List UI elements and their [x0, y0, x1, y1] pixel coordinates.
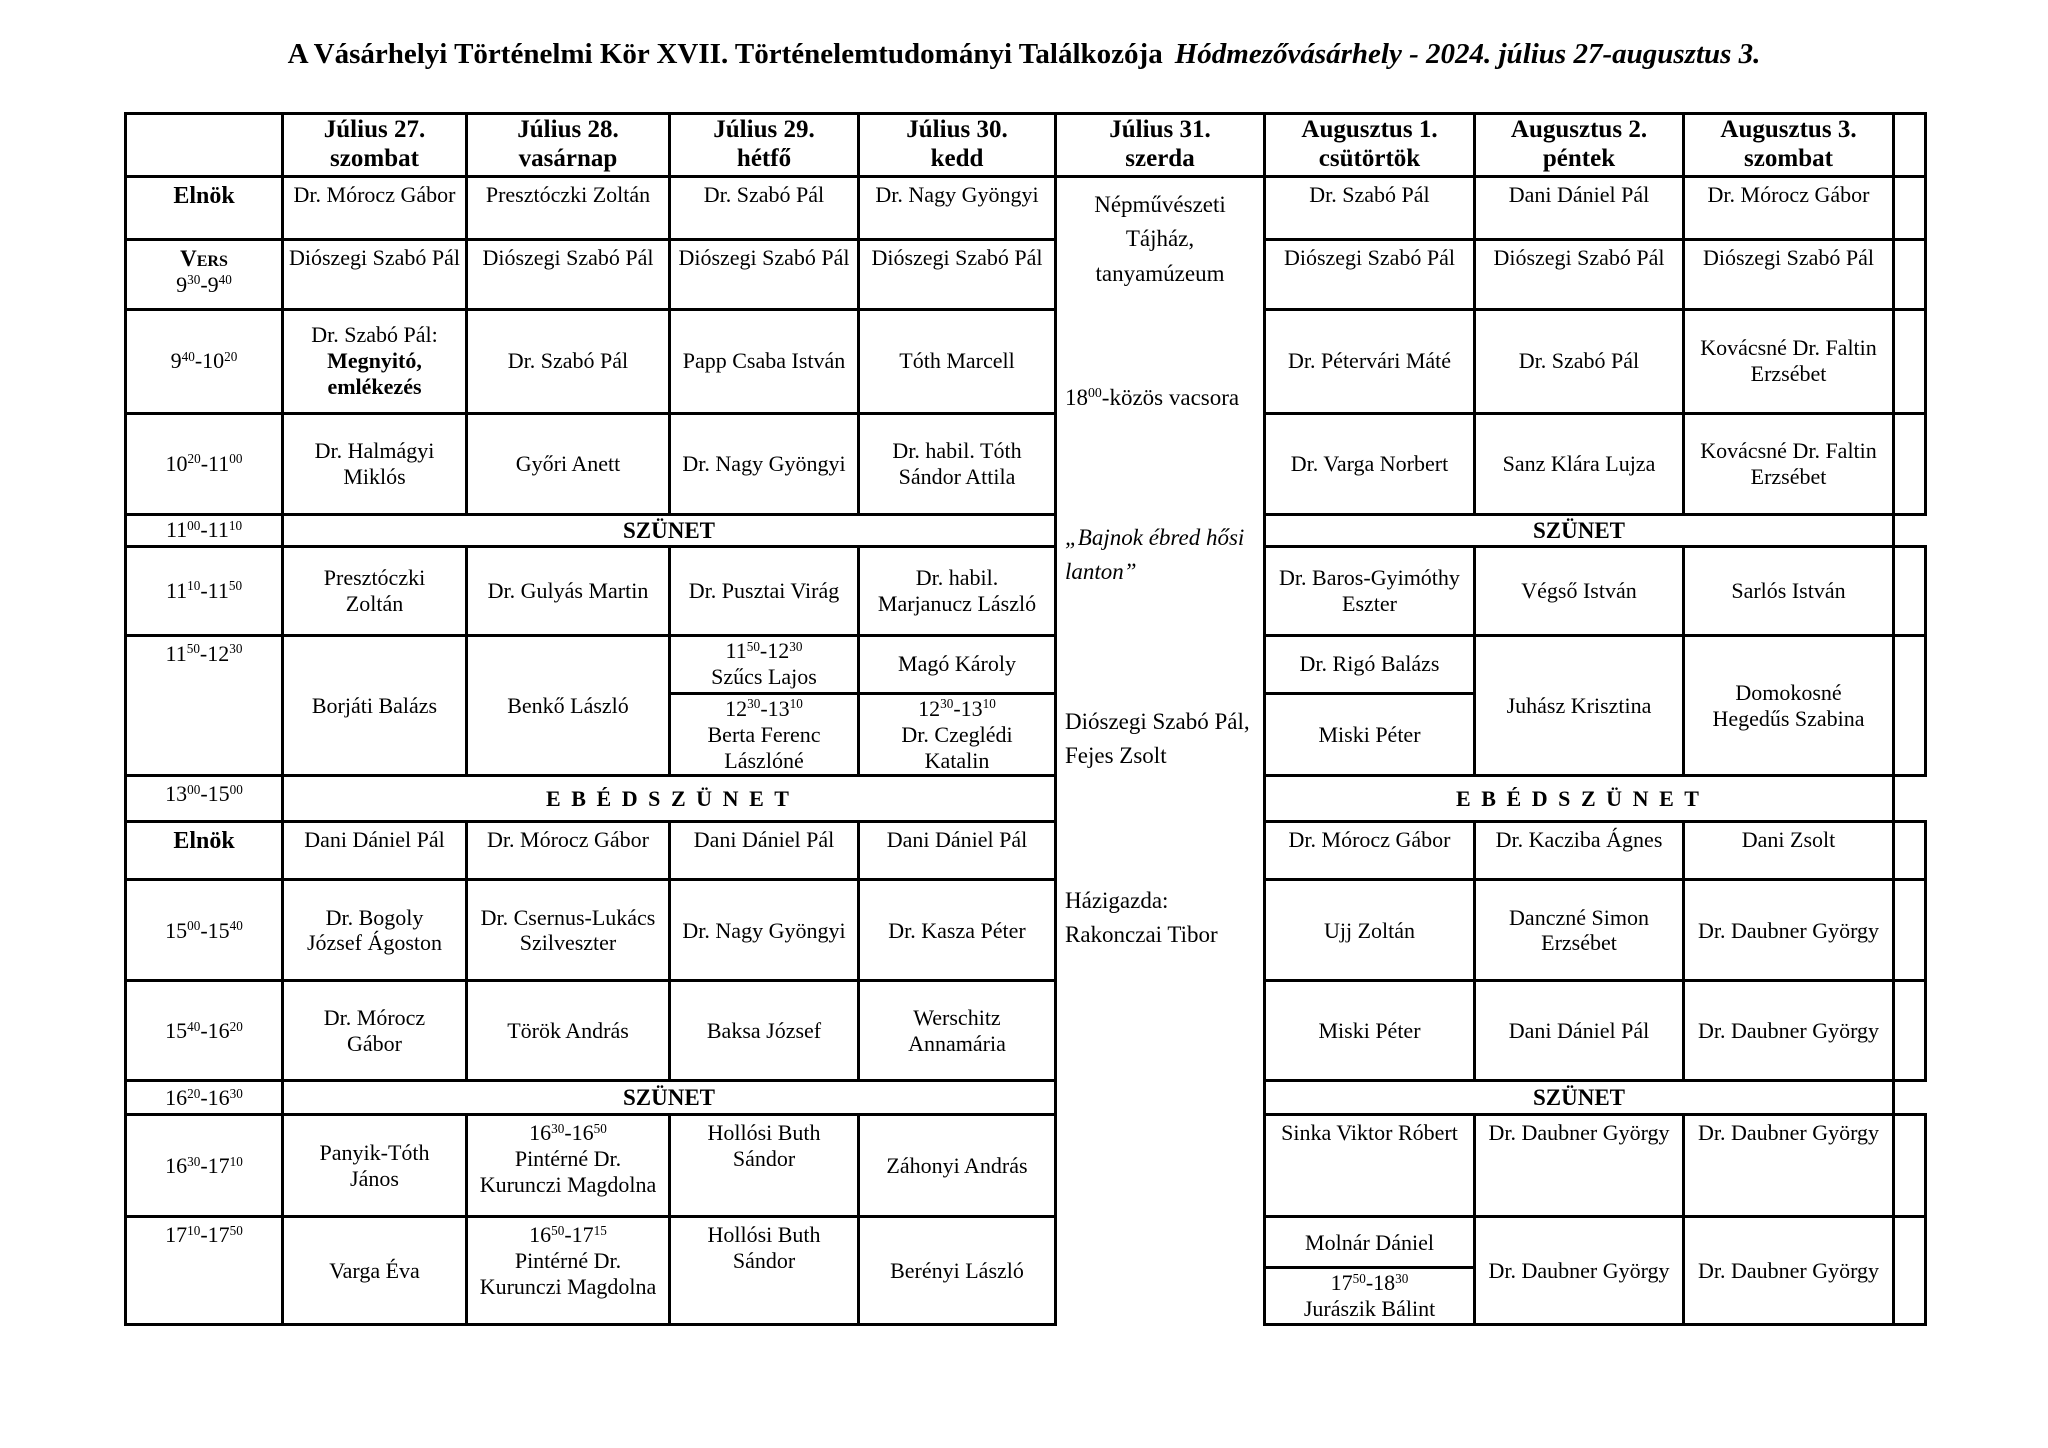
cell-vers-aug3: Diószegi Szabó Pál [1684, 239, 1894, 309]
day-name: csütörtök [1318, 144, 1421, 172]
row-label-1020: $10^{20}-11^{00}$ [126, 413, 283, 514]
row-1710-upper [126, 1217, 1926, 1268]
day-date: Július 29. [713, 116, 815, 143]
wednesday-venue: Népművészeti Tájház, tanyamúzeum [1094, 191, 1226, 286]
row-break-am [126, 514, 1926, 546]
cell-vers-jul27: Diószegi Szabó Pál [283, 239, 467, 309]
day-date: Július 27. [323, 116, 426, 143]
row-label-chair-pm: Elnök [126, 822, 283, 880]
day-header-jul28 [467, 114, 670, 177]
cell-0940-aug2: Dr. Szabó Pál [1475, 309, 1684, 413]
cell-chair-am-aug2: Dani Dániel Pál [1475, 176, 1684, 239]
cell-1710-aug2: Dr. Daubner György [1475, 1217, 1684, 1325]
break-am-right: SZÜNET [1265, 514, 1894, 546]
spacer-cell [1894, 635, 1926, 776]
cell-1020-jul27: Dr. Halmágyi Miklós [283, 413, 467, 514]
spacer-cell [1894, 176, 1926, 239]
day-name: péntek [1542, 144, 1616, 172]
cell-0940-aug3: Kovácsné Dr. Faltin Erzsébet [1684, 309, 1894, 413]
day-header-aug2 [1475, 114, 1684, 177]
cell-1500-jul28: Dr. Csernus-Lukács Szilveszter [467, 880, 670, 981]
row-0940 [126, 309, 1926, 413]
cell-1630-jul30: Záhonyi András [859, 1115, 1056, 1217]
cell-1630-jul27: Panyik-Tóth János [283, 1115, 467, 1217]
cell-vers-jul29: Diószegi Szabó Pál [670, 239, 859, 309]
cell-1710-aug1-second: $17^{50}-18^{30}$ Jurászik Bálint [1265, 1268, 1475, 1325]
wednesday-host: Házigazda: Rakonczai Tibor [1065, 887, 1218, 947]
day-header-jul30 [859, 114, 1056, 177]
page-title [0, 38, 2048, 71]
cell-1150-aug1-second: Miski Péter [1265, 693, 1475, 776]
cell-jul31-program [1056, 176, 1265, 1325]
cell-chair-am-aug3: Dr. Mórocz Gábor [1684, 176, 1894, 239]
cell-vers-jul28: Diószegi Szabó Pál [467, 239, 670, 309]
cell-vers-aug1: Diószegi Szabó Pál [1265, 239, 1475, 309]
cell-0940-aug1: Dr. Pétervári Máté [1265, 309, 1475, 413]
cell-chair-pm-aug2: Dr. Kacziba Ágnes [1475, 822, 1684, 880]
spacer-cell [1894, 546, 1926, 635]
cell-1710-jul30: Berényi László [859, 1217, 1056, 1325]
cell-1540-jul30: Werschitz Annamária [859, 981, 1056, 1081]
spacer-gap [1894, 514, 1926, 546]
cell-1630-jul29: Hollósi Buth Sándor [670, 1115, 859, 1217]
row-label-0940: $9^{40}-10^{20}$ [126, 309, 283, 413]
vers-time: $9^{30}-9^{40}$ [176, 271, 232, 297]
cell-1150-aug3: Domokosné Hegedűs Szabina [1684, 635, 1894, 776]
day-date: Augusztus 2. [1510, 116, 1648, 143]
cell-1500-jul27: Dr. Bogoly József Ágoston [283, 880, 467, 981]
row-label-1110: $11^{10}-11^{50}$ [126, 546, 283, 635]
cell-1630-aug1: Sinka Viktor Róbert [1265, 1115, 1475, 1217]
cell-1150-aug2: Juhász Krisztina [1475, 635, 1684, 776]
cell-1500-aug3: Dr. Daubner György [1684, 880, 1894, 981]
spacer-cell [1894, 239, 1926, 309]
row-label-1540: $15^{40}-16^{20}$ [126, 981, 283, 1081]
cell-chair-pm-jul30: Dani Dániel Pál [859, 822, 1056, 880]
row-chair-pm [126, 822, 1926, 880]
row-label-1710: $17^{10}-17^{50}$ [126, 1217, 283, 1325]
cell-1710-jul28: $16^{50}-17^{15}$ Pintérné Dr. Kurunczi Magdolna [467, 1217, 670, 1325]
day-name: szombat [1744, 144, 1833, 172]
lunch-right: EBÉDSZÜNET [1265, 776, 1894, 822]
cell-1540-aug1: Miski Péter [1265, 981, 1475, 1081]
cell-1020-aug3: Kovácsné Dr. Faltin Erzsébet [1684, 413, 1894, 514]
day-name: szombat [330, 144, 419, 172]
break-pm-right: SZÜNET [1265, 1081, 1894, 1115]
day-header-jul27 [283, 114, 467, 177]
cell-1110-jul27: Presztóczki Zoltán [283, 546, 467, 635]
cell-chair-pm-jul27: Dani Dániel Pál [283, 822, 467, 880]
cell-chair-am-jul29: Dr. Szabó Pál [670, 176, 859, 239]
day-date: Július 31. [1109, 116, 1211, 143]
lunch-left: EBÉDSZÜNET [283, 776, 1056, 822]
cell-chair-am-jul28: Presztóczki Zoltán [467, 176, 670, 239]
cell-chair-pm-aug1: Dr. Mórocz Gábor [1265, 822, 1475, 880]
day-date: Július 28. [517, 116, 619, 143]
cell-chair-am-jul30: Dr. Nagy Gyöngyi [859, 176, 1056, 239]
spacer-gap [1894, 776, 1926, 822]
cell-1710-jul29: Hollósi Buth Sándor [670, 1217, 859, 1325]
cell-1630-aug2: Dr. Daubner György [1475, 1115, 1684, 1217]
cell-chair-am-aug1: Dr. Szabó Pál [1265, 176, 1475, 239]
cell-1020-aug2: Sanz Klára Lujza [1475, 413, 1684, 514]
row-1110 [126, 546, 1926, 635]
wednesday-performers: Diószegi Szabó Pál, Fejes Zsolt [1065, 708, 1250, 768]
row-label-1150: $11^{50}-12^{30}$ [126, 635, 283, 776]
cell-1150-aug1-first: Dr. Rigó Balázs [1265, 635, 1475, 693]
cell-chair-pm-jul29: Dani Dániel Pál [670, 822, 859, 880]
row-1500 [126, 880, 1926, 981]
cell-vers-jul30: Diószegi Szabó Pál [859, 239, 1056, 309]
row-lunch [126, 776, 1926, 822]
cell-1500-jul29: Dr. Nagy Gyöngyi [670, 880, 859, 981]
day-date: Augusztus 1. [1301, 116, 1438, 143]
cell-1110-jul29: Dr. Pusztai Virág [670, 546, 859, 635]
day-header-aug1 [1265, 114, 1475, 177]
day-date: Augusztus 3. [1720, 116, 1857, 143]
row-label-1630: $16^{30}-17^{10}$ [126, 1115, 283, 1217]
cell-1540-aug3: Dr. Daubner György [1684, 981, 1894, 1081]
day-date: Július 30. [906, 116, 1008, 143]
day-header-jul29 [670, 114, 859, 177]
cell-1150-jul30-second: $12^{30}-13^{10}$ Dr. Czeglédi Katalin [859, 693, 1056, 776]
cell-1150-jul28: Benkő László [467, 635, 670, 776]
cell-0940-jul29: Papp Csaba István [670, 309, 859, 413]
break-am-left: SZÜNET [283, 514, 1056, 546]
cell-1500-jul30: Dr. Kasza Péter [859, 880, 1056, 981]
cell-1540-jul27: Dr. Mórocz Gábor [283, 981, 467, 1081]
row-label-break-pm: $16^{20}-16^{30}$ [126, 1081, 283, 1115]
row-label-vers [126, 239, 283, 309]
cell-0940-jul27: Dr. Szabó Pál: Megnyitó, emlékezés [283, 309, 467, 413]
break-pm-left: SZÜNET [283, 1081, 1056, 1115]
vers-label: Vers [180, 245, 228, 271]
cell-1110-jul28: Dr. Gulyás Martin [467, 546, 670, 635]
cell-0940-jul30: Tóth Marcell [859, 309, 1056, 413]
cell-1540-jul28: Török András [467, 981, 670, 1081]
row-label-chair-am: Elnök [126, 176, 283, 239]
cell-1540-aug2: Dani Dániel Pál [1475, 981, 1684, 1081]
cell-1630-jul28: $16^{30}-16^{50}$ Pintérné Dr. Kurunczi Magdolna [467, 1115, 670, 1217]
cell-1020-jul29: Dr. Nagy Gyöngyi [670, 413, 859, 514]
row-label-1500: $15^{00}-15^{40}$ [126, 880, 283, 981]
spacer-cell [1894, 880, 1926, 981]
spacer-gap [1894, 1081, 1926, 1115]
row-label-lunch: $13^{00}-15^{00}$ [126, 776, 283, 822]
cell-1710-jul27: Varga Éva [283, 1217, 467, 1325]
row-1150-upper [126, 635, 1926, 693]
day-name: szerda [1125, 144, 1195, 172]
day-name: hétfő [736, 144, 792, 172]
wednesday-dinner: $18^{00}$-közös vacsora [1065, 385, 1240, 410]
row-break-pm [126, 1081, 1926, 1115]
conference-subtitle: Hódmezővásárhely - 2024. július 27-augusztus 3. [1174, 38, 1761, 70]
cell-1150-jul29-second: $12^{30}-13^{10}$ Berta Ferenc Lászlóné [670, 693, 859, 776]
cell-1110-jul30: Dr. habil. Marjanucz László [859, 546, 1056, 635]
day-header-aug3 [1684, 114, 1894, 177]
spacer-header-cell [1894, 114, 1926, 177]
cell-1540-jul29: Baksa József [670, 981, 859, 1081]
cell-1020-jul28: Győri Anett [467, 413, 670, 514]
cell-1710-aug3: Dr. Daubner György [1684, 1217, 1894, 1325]
row-label-break-am: $11^{00}-11^{10}$ [126, 514, 283, 546]
cell-1630-aug3: Dr. Daubner György [1684, 1115, 1894, 1217]
cell-1150-jul27: Borjáti Balázs [283, 635, 467, 776]
row-chair-am [126, 176, 1926, 239]
cell-1110-aug1: Dr. Baros-Gyimóthy Eszter [1265, 546, 1475, 635]
schedule-table [124, 112, 1927, 1326]
cell-1020-aug1: Dr. Varga Norbert [1265, 413, 1475, 514]
cell-1150-jul30-first: Magó Károly [859, 635, 1056, 693]
cell-chair-pm-jul28: Dr. Mórocz Gábor [467, 822, 670, 880]
cell-vers-aug2: Diószegi Szabó Pál [1475, 239, 1684, 309]
row-vers [126, 239, 1926, 309]
day-name: vasárnap [518, 144, 618, 172]
header-row [126, 114, 1926, 177]
spacer-cell [1894, 309, 1926, 413]
spacer-cell [1894, 1217, 1926, 1325]
spacer-cell [1894, 413, 1926, 514]
cell-chair-am-jul27: Dr. Mórocz Gábor [283, 176, 467, 239]
cell-chair-pm-aug3: Dani Zsolt [1684, 822, 1894, 880]
day-header-jul31 [1056, 114, 1265, 177]
row-1020 [126, 413, 1926, 514]
cell-1110-aug2: Végső István [1475, 546, 1684, 635]
conference-title: A Vásárhelyi Történelmi Kör XVII. Történelemtudományi Találkozója [287, 38, 1163, 70]
day-name: kedd [930, 144, 984, 172]
row-1540 [126, 981, 1926, 1081]
wednesday-performance-title: „Bajnok ébred hősi lanton” [1065, 524, 1245, 584]
cell-1110-aug3: Sarlós István [1684, 546, 1894, 635]
cell-1500-aug1: Ujj Zoltán [1265, 880, 1475, 981]
cell-1710-aug1-first: Molnár Dániel [1265, 1217, 1475, 1268]
corner-cell [126, 114, 283, 177]
spacer-cell [1894, 981, 1926, 1081]
cell-1020-jul30: Dr. habil. Tóth Sándor Attila [859, 413, 1056, 514]
spacer-cell [1894, 822, 1926, 880]
schedule-table-wrap [124, 112, 1927, 1326]
spacer-cell [1894, 1115, 1926, 1217]
cell-1500-aug2: Danczné Simon Erzsébet [1475, 880, 1684, 981]
cell-1150-jul29-first: $11^{50}-12^{30}$ Szűcs Lajos [670, 635, 859, 693]
cell-0940-jul28: Dr. Szabó Pál [467, 309, 670, 413]
row-1630 [126, 1115, 1926, 1217]
